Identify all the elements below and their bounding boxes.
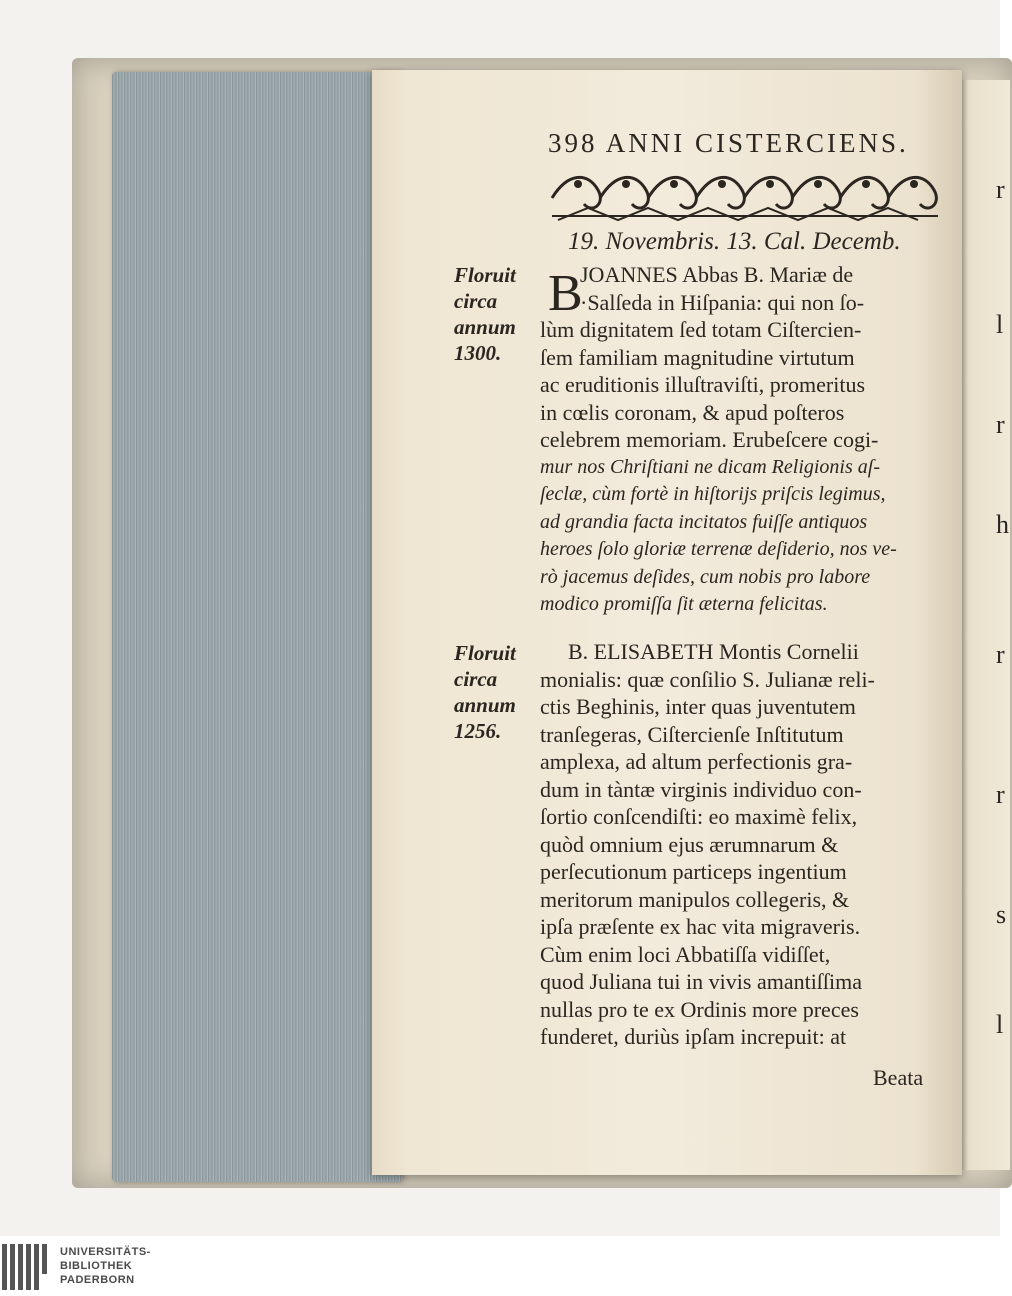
entry-2-text [540, 638, 940, 1051]
margin-note-line: circa [454, 289, 498, 313]
margin-note-line: Floruit [454, 263, 516, 287]
running-header: 398 ANNI CISTERCIENS. [548, 128, 909, 158]
margin-note-line: annum [454, 693, 516, 717]
text-line: JOANNES Abbas B. Mariæ de [580, 262, 854, 287]
ornament-band [548, 170, 942, 226]
text-line: ipſa præſente ex hac vita migraveris. [540, 914, 861, 939]
text-line: mur nos Chriſtiani ne dicam Religionis aſ- [540, 455, 880, 478]
margin-note-line: 1300. [454, 341, 502, 365]
text-line: ad grandia facta incitatos fuiſſe antiquos [540, 510, 868, 533]
text-line: rò jacemus deſides, cum nobis pro labore [540, 565, 871, 588]
facing-page-letter: r [996, 640, 1005, 669]
facing-page-letter: r [996, 410, 1005, 439]
library-name-line: UNIVERSITÄTS- [60, 1246, 151, 1258]
text-line: ac eruditionis illuſtraviſti, promeritus [540, 372, 866, 397]
text-line: Cùm enim loci Abbatiſſa vidiſſet, [540, 941, 831, 967]
text-line: amplexa, ad altum perfectionis gra- [540, 749, 853, 774]
text-line: in cœlis coronam, & apud poſteros [540, 399, 845, 425]
text-line: tranſegeras, Ciſtercienſe Inſtitutum [540, 721, 844, 747]
library-logo-icon [2, 1244, 50, 1290]
library-name [60, 1245, 151, 1287]
text-line: quòd omnium ejus ærumnarum & [540, 831, 839, 857]
text-line: ctis Beghinis, inter quas juventutem [540, 694, 856, 719]
text-line: funderet, duriùs ipſam increpuit: at [540, 1024, 847, 1049]
text-line: heroes ſolo gloriæ terrenæ deſiderio, nos ve- [540, 538, 897, 560]
facing-page-letter: l [996, 310, 1004, 339]
facing-page-letter: r [996, 780, 1005, 809]
library-name-line: PADERBORN [60, 1274, 135, 1286]
margin-note-line: annum [454, 315, 516, 339]
facing-page-letter: r [996, 175, 1005, 204]
facing-page-letter: l [996, 1010, 1004, 1039]
text-line: dum in tàntæ virginis individuo con- [540, 776, 862, 802]
margin-note-2 [454, 640, 516, 744]
drop-capital: B [548, 265, 583, 322]
text-line: ſeclæ, cùm fortè in hiſtoriјs priſcis legimus, [540, 483, 886, 505]
library-footer [0, 1236, 1000, 1296]
catchword: Beata [873, 1065, 924, 1090]
margin-note-1 [454, 262, 516, 366]
date-heading: 19. Novembris. 13. Cal. Decemb. [568, 228, 901, 255]
text-line: modico promiſſa ſit æterna felicitas. [540, 593, 828, 615]
text-line: ſem familiam magnitudine virtutum [540, 344, 855, 370]
entry-1-text [540, 261, 940, 619]
text-line: nullas pro te ex Ordinis more preces [540, 996, 859, 1022]
text-line: monialis: quæ conſilio S. Julianæ reli- [540, 666, 875, 692]
text-line: ·Salſeda in Hiſpania: qui non ſo- [580, 289, 865, 315]
facing-page-letter: s [996, 900, 1007, 929]
facing-page-letter: h [996, 510, 1009, 539]
text-line: B. ELISABETH Montis Cornelii [568, 639, 859, 664]
text-line: lùm dignitatem ſed totam Ciſtercien- [540, 317, 862, 342]
page-edges [112, 72, 402, 1182]
text-line: quod Juliana tui in vivis amantiſſima [540, 969, 863, 994]
margin-note-line: 1256. [454, 719, 502, 743]
margin-note-line: circa [454, 667, 498, 691]
library-name-line: BIBLIOTHEK [60, 1260, 133, 1272]
text-line: meritorum manipulos collegeris, & [540, 886, 850, 912]
text-line: celebrem memoriam. Erubeſcere cogi- [540, 427, 879, 452]
text-line: ſortio conſcendiſti: eo maximè felix, [540, 804, 858, 829]
text-line: perſecutionum particeps ingentium [540, 859, 847, 884]
margin-note-line: Floruit [454, 641, 516, 665]
